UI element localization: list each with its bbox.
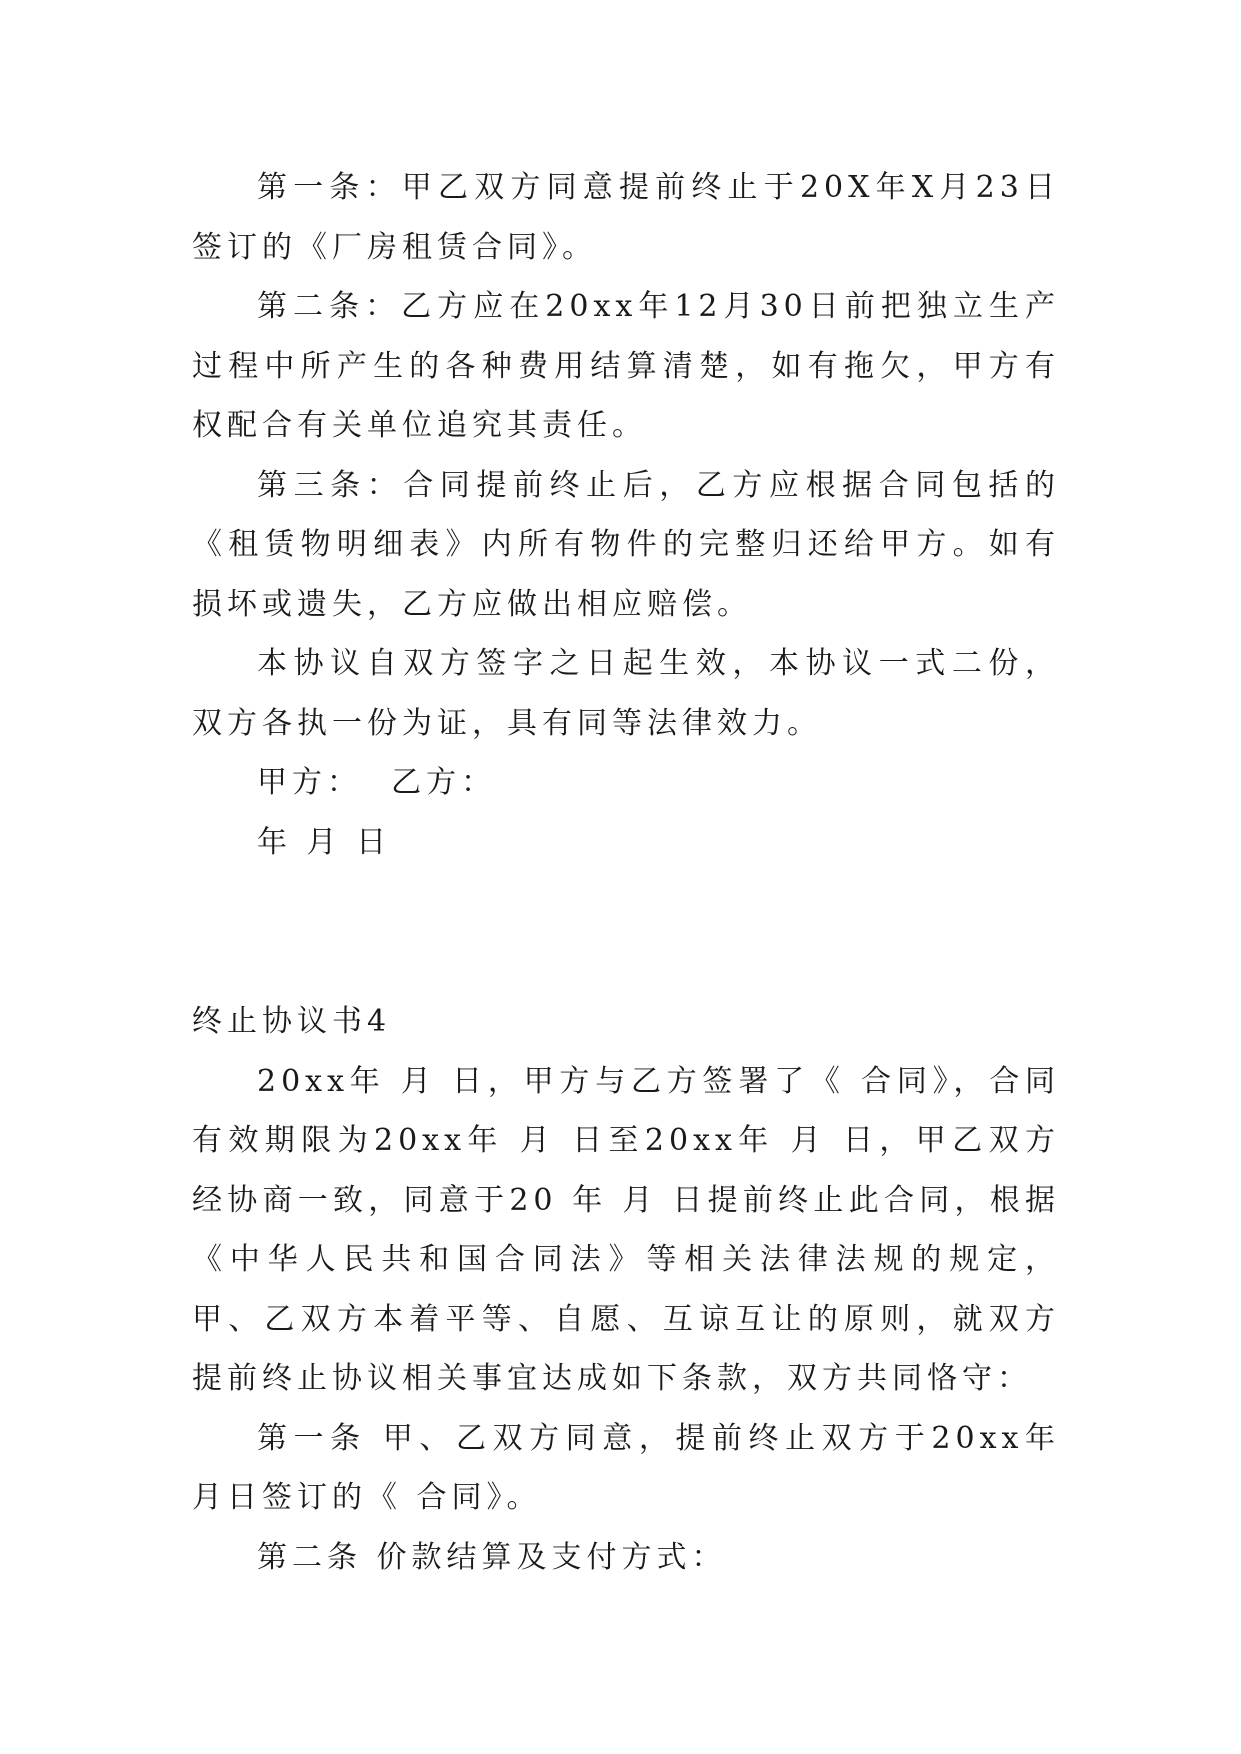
- preamble-paragraph: 20xx年 月 日，甲方与乙方签署了《 合同》，合同有效期限为20xx年 月 日至20xx年 月 日，甲乙双方经协商一致，同意于20 年 月 日提前终止此合同，根据《中华人民共和国合同法》等相关法律法规的规定，甲、乙双方本着平等、自愿、互谅互让的原则，就双方提前终止协议相关事宜达成如下条款，双方共同恪守：: [192, 1063, 1060, 1396]
- signature-date: 年 月 日: [257, 824, 392, 860]
- document-body: [192, 158, 1075, 1587]
- clause-1: 第一条：甲乙双方同意提前终止于20X年X月23日签订的《厂房租赁合同》。: [192, 170, 1060, 265]
- section-title: 终止协议书4: [192, 1004, 392, 1039]
- signature-parties: 甲方： 乙方：: [257, 765, 497, 800]
- clause-3: 第三条：合同提前终止后，乙方应根据合同包括的《租赁物明细表》内所有物件的完整归还给甲方。如有损坏或遗失，乙方应做出相应赔偿。: [192, 467, 1060, 622]
- section-b-clause-2: 第二条 价款结算及支付方式：: [257, 1539, 727, 1575]
- section-spacer: [192, 872, 1060, 992]
- effectiveness-clause: 本协议自双方签字之日起生效，本协议一式二份，双方各执一份为证，具有同等法律效力。: [192, 646, 1060, 741]
- section-b-clause-1: 第一条 甲、乙双方同意，提前终止双方于20xx年 月日签订的《 合同》。: [192, 1420, 1075, 1515]
- clause-2: 第二条：乙方应在20xx年12月30日前把独立生产过程中所产生的各种费用结算清楚，如有拖欠，甲方有权配合有关单位追究其责任。: [192, 289, 1060, 443]
